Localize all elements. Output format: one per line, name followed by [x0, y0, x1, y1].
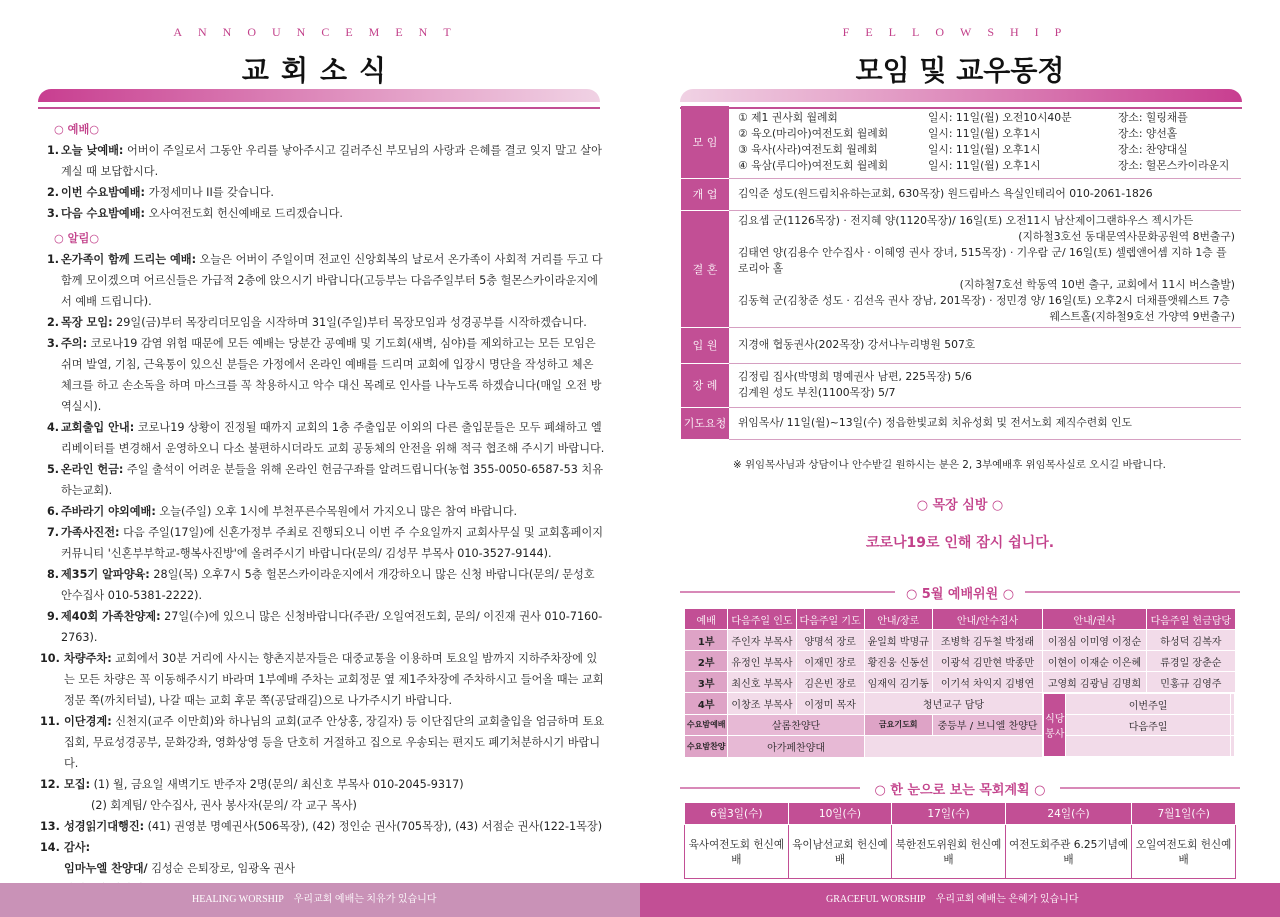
opening-text: 김익준 성도(원드림치유하는교회, 630목장) 원드림바스 욕실인테리어 010-2061-1826 — [729, 178, 1241, 210]
committee-row — [685, 693, 1236, 715]
committee-cell: 임재익 김기동 — [864, 672, 932, 693]
committee-cell: 황진웅 신동선 — [864, 651, 932, 672]
notice-text — [61, 312, 605, 333]
footer-right-en: GRACEFUL WORSHIP — [826, 894, 926, 905]
committee-body — [685, 630, 1236, 758]
wed-evening-choir: 아가페찬양대 — [728, 736, 864, 758]
committee-header: 안내/권사 — [1043, 609, 1146, 630]
committee-row — [685, 672, 1236, 693]
notice-text — [64, 837, 605, 858]
wedding-line: (지하철7호선 학동역 10번 출구, 교회에서 11시 버스출발) — [959, 277, 1235, 291]
funeral-item: 김정림 집사(박명희 명예권사 남편, 225목장) 5/6 — [738, 370, 972, 383]
notice-label: 교회출입 안내: — [61, 421, 135, 434]
fellowship-eyebrow: FELLOWSHIP — [842, 25, 1078, 39]
plan-item: 육사여전도회 헌신예배 — [685, 825, 789, 879]
meeting-name: ③ 육사(사라)여전도회 월례회 — [738, 142, 878, 156]
notice-label: 제35기 알파양육: — [61, 568, 150, 581]
wedding-list — [729, 210, 1241, 327]
meeting-item — [738, 158, 1235, 174]
notice-text — [61, 417, 605, 459]
committee-header: 다음주일 기도 — [796, 609, 864, 630]
meeting-place: 장소: 양선홀 — [1118, 126, 1178, 140]
committee-heading: ○ 5월 예배위원 ○ — [895, 583, 1025, 602]
notice-body: 오늘(주일) 오후 1시에 부천푸른수목원에서 가지오니 많은 참여 바랍니다. — [155, 505, 518, 518]
worship-number: 1. — [47, 144, 60, 157]
notice-number: 1. — [47, 253, 60, 266]
notice-body: 교회에서 30분 거리에 사시는 향촌지분자들은 대중교통을 이용하며 토요일 밤까지 지하주차장에 있는 모든 차량은 꼭 이동해주시기 바라며 1부예배 주차는 교회정문 옆 제1주차장에 주차하시고 들어올 때는 교회 정문 쪽(까치터널), 나갈 때는 교회 후문 쪽(공달래길)으로 나가주시기 바랍니다. — [64, 652, 604, 707]
notice-item — [40, 501, 605, 522]
worship-item — [40, 140, 605, 182]
committee-cell: 김은빈 장로 — [796, 672, 864, 693]
section-notice-heading: ○ 알림○ — [54, 232, 100, 245]
notice-body: 코로나19 상황이 진정될 때까지 교회의 1층 주출입문 이외의 다른 출입문들은 모두 폐쇄하고 엘리베이터를 변경해서 운영하오니 다소 불편하시더라도 교회 공동체의 안전을 위해 적극 협조해 주시기 바랍니다. — [61, 421, 605, 455]
notice-item — [40, 333, 605, 417]
notice-item — [40, 564, 605, 606]
plan-date: 24일(수) — [1005, 803, 1132, 825]
notice-label: 차량주차: — [64, 652, 112, 665]
notice-item — [40, 648, 605, 711]
notice-text — [61, 459, 605, 501]
meeting-name: ④ 육삼(루디아)여전도회 월례회 — [738, 158, 889, 172]
plan-item: 오일여전도회 헌신예배 — [1132, 825, 1236, 879]
notice-number: 9. — [47, 610, 60, 623]
notice-item — [40, 837, 605, 858]
notice-body: (1) 월, 금요일 새벽기도 반주자 2명(문의/ 최신호 부목사 010-2045-9317) — [90, 778, 464, 791]
meeting-place: 장소: 헐몬스카이라운지 — [1118, 158, 1230, 172]
notice-text — [61, 522, 605, 564]
worship-number: 3. — [47, 207, 60, 220]
plan-date: 10일(수) — [788, 803, 892, 825]
notice-number: 3. — [47, 337, 60, 350]
plan-heading: ○ 한 눈으로 보는 목회계획 ○ — [860, 779, 1060, 798]
notice-text — [61, 249, 605, 312]
notice-label: 이단경계: — [64, 715, 112, 728]
meal-next-week: 다음주일 — [1066, 715, 1231, 736]
notice-body: 오늘은 어버이 주일이며 전교인 신앙회복의 날로서 온가족이 사회적 거리를 두고 다함께 모이겠으며 어르신들은 가급적 2층에 앉으시기 바랍니다(고등부는 다음주일부터 5층 헐몬스카이라운지에서 예배 드립니다). — [61, 253, 603, 308]
meetings-list — [729, 106, 1241, 178]
committee-cell: 최신호 부목사 — [728, 672, 796, 693]
funeral-list — [729, 363, 1241, 407]
committee-cell: 이광석 김만현 박종만 — [932, 651, 1043, 672]
meeting-item — [738, 142, 1235, 158]
notice-item — [40, 606, 605, 648]
committee-service: 1부 — [685, 630, 728, 651]
wedding-line: 김동혁 군(김창준 성도 · 김선옥 권사 장남, 201목장) · 정민경 양/ 16일(토) 오후2시 더채플앳웨스트 7층 — [738, 293, 1230, 307]
notice-number: 4. — [47, 421, 60, 434]
notice-body: 주일 출석이 어려운 분들을 위해 온라인 헌금구좌를 알려드립니다(농협 355-0050-6587-53 치유하는교회). — [61, 463, 603, 497]
committee-header: 안내/장로 — [864, 609, 932, 630]
meetings-row — [681, 106, 1241, 178]
notice-number: 12. — [40, 778, 60, 791]
funeral-row — [681, 363, 1241, 407]
plan-date: 17일(수) — [892, 803, 1006, 825]
notice-number: 14. — [40, 841, 60, 854]
committee-cell: 윤일희 박명규 — [864, 630, 932, 651]
worship-text — [61, 140, 605, 182]
worship-body: 오사여전도회 헌신예배로 드리겠습니다. — [145, 207, 343, 220]
fellowship-page — [640, 0, 1280, 917]
committee-service: 4부 — [685, 693, 728, 715]
footer-right-ko: 우리교회 예배는 은혜가 있습니다 — [935, 894, 1079, 905]
prayer-label: 기도요청 — [681, 407, 729, 439]
notice-item — [40, 711, 605, 774]
committee-cell: 이기석 차익지 김병연 — [932, 672, 1043, 693]
notice-item — [40, 417, 605, 459]
notice-number — [40, 858, 61, 879]
plan-item: 육이남선교회 헌신예배 — [788, 825, 892, 879]
fellowship-table — [681, 106, 1241, 440]
committee-header-row — [685, 609, 1236, 630]
worship-text — [61, 182, 605, 203]
notice-item — [40, 249, 605, 312]
meal-this-week: 이번주일 — [1066, 694, 1231, 715]
worship-committee-table — [684, 608, 1236, 758]
counsel-note: ※ 위임목사님과 상담이나 안수받길 원하시는 분은 2, 3부예배후 위임목사실로 오시길 바랍니다. — [733, 459, 1166, 471]
plan-date-row — [685, 803, 1236, 825]
notice-label: 성경읽기대행진: — [64, 820, 145, 833]
notice-text — [64, 774, 605, 795]
notice-label: 주바라기 야외예배: — [61, 505, 156, 518]
notice-number: 8. — [47, 568, 60, 581]
committee-cell: 이재민 장로 — [796, 651, 864, 672]
announcement-list — [40, 119, 605, 900]
committee-header: 다음주일 인도 — [728, 609, 796, 630]
meal-cell — [1230, 694, 1234, 715]
notice-number: 10. — [40, 652, 60, 665]
plan-item-row — [685, 825, 1236, 879]
notice-text — [64, 711, 605, 774]
worship-label: 이번 수요밤예배: — [61, 186, 146, 199]
notice-body: 29일(금)부터 목장리더모임을 시작하며 31일(주일)부터 목장모임과 성경공부를 시작하겠습니다. — [112, 316, 587, 329]
meeting-time: 일시: 11일(월) 오후1시 — [928, 126, 1041, 140]
wedding-row — [681, 210, 1241, 327]
worship-item — [40, 182, 605, 203]
committee-cell: 주인자 부목사 — [728, 630, 796, 651]
meal-label: 식당봉사 — [1044, 694, 1066, 757]
section-worship-heading: ○ 예배○ — [54, 123, 100, 136]
committee-cell: 하성덕 김복자 — [1146, 630, 1235, 651]
notice-item — [40, 795, 605, 816]
wedding-line: 김요셉 군(1126목장) · 전지혜 양(1120목장)/ 16일(토) 오전11시 남산제이그랜하우스 젝시가든 — [738, 213, 1194, 227]
plan-item: 여전도회주관 6.25기념예배 — [1005, 825, 1132, 879]
notice-text — [61, 606, 605, 648]
notice-text — [61, 795, 605, 816]
notice-item — [40, 459, 605, 501]
committee-header: 다음주일 헌금담당 — [1146, 609, 1235, 630]
meeting-place: 장소: 힐링채플 — [1118, 110, 1188, 124]
committee-cell: 류경일 장춘순 — [1146, 651, 1235, 672]
notice-text — [61, 564, 605, 606]
committee-cell: 이창조 부목사 — [728, 693, 796, 715]
title-banner — [38, 89, 600, 117]
hospital-label: 입 원 — [681, 327, 729, 363]
hospital-row — [681, 327, 1241, 363]
committee-cell: 이현이 이재순 이은혜 — [1043, 651, 1146, 672]
notice-label: 감사: — [64, 841, 91, 854]
meeting-item — [738, 126, 1235, 142]
notice-item — [40, 522, 605, 564]
plan-date: 6월3일(수) — [685, 803, 789, 825]
notice-number: 11. — [40, 715, 60, 728]
notice-body: 코로나19 감염 위험 때문에 모든 예배는 당분간 공예배 및 기도회(새벽, 심야)를 제외하고는 모든 모임은 쉬며 발열, 기침, 근육통이 있으신 분들은 가정에서 온라인 예배를 드리며 교회에 입장시 명단을 작성하고 체온 체크를 하고 손소독을 하며 마스크를 꼭 착용하시고 악수 대신 목례로 인사를 나누도록 하겠습니다(매일 오전 방역실시). — [61, 337, 602, 413]
committee-cell: 이점심 이미영 이정순 — [1043, 630, 1146, 651]
worship-body: 가정세미나 II를 갖습니다. — [145, 186, 274, 199]
announcement-eyebrow: ANNOUNCEMENT — [173, 25, 467, 39]
notice-body: (2) 회계팀/ 안수집사, 권사 봉사자(문의/ 각 교구 목사) — [91, 799, 357, 812]
notice-number — [40, 795, 61, 816]
committee-cell: 유정인 부목사 — [728, 651, 796, 672]
notice-body: 27일(수)에 있으니 많은 신청바랍니다(주관/ 오일여전도회, 문의/ 이진재 권사 010-7160-2763). — [61, 610, 603, 644]
meal-cell — [1066, 736, 1231, 757]
meetings-label: 모 임 — [681, 106, 729, 178]
meeting-name: ② 육오(마리아)여전도회 월례회 — [738, 126, 889, 140]
committee-cell: 양명석 장로 — [796, 630, 864, 651]
worship-label: 오늘 낮예배: — [61, 144, 124, 157]
committee-cell: 조병학 김두철 박정래 — [932, 630, 1043, 651]
worship-body: 어버이 주일로서 그동안 우리를 낳아주시고 길러주신 부모님의 사랑과 은혜를 결코 잊지 말고 살아계실 때 보답합시다. — [61, 144, 602, 178]
notice-body: 김성순 은퇴장로, 임광옥 권사 — [147, 862, 296, 875]
meeting-place: 장소: 찬양대실 — [1118, 142, 1188, 156]
notice-number: 2. — [47, 316, 60, 329]
worship-item — [40, 203, 605, 224]
notice-label: 온라인 헌금: — [61, 463, 124, 476]
notice-text — [61, 858, 605, 879]
meeting-name: ① 제1 권사회 월례회 — [738, 110, 838, 124]
fri-choir: 중등부 / 브니엘 찬양단 — [932, 714, 1043, 736]
notice-item — [40, 858, 605, 879]
worship-number: 2. — [47, 186, 60, 199]
footer-right — [640, 883, 1280, 917]
funeral-item: 김계원 성도 부친(1100목장) 5/7 — [738, 386, 896, 399]
notice-number: 13. — [40, 820, 60, 833]
notice-text — [61, 333, 605, 417]
committee-cell: 청년교구 담당 — [864, 693, 1043, 715]
worship-text — [61, 203, 605, 224]
committee-cell: 고영희 김광님 김명희 — [1043, 672, 1146, 693]
hospital-text: 지경애 협동권사(202목장) 강서나누리병원 507호 — [729, 327, 1241, 363]
prayer-row — [681, 407, 1241, 439]
opening-label: 개 업 — [681, 178, 729, 210]
page-title-right: 모임 및 교우동정 — [855, 54, 1065, 87]
notice-item — [40, 774, 605, 795]
notice-label: 목장 모임: — [61, 316, 113, 329]
notice-number: 7. — [47, 526, 60, 539]
notice-item — [40, 312, 605, 333]
meeting-time: 일시: 11일(월) 오후1시 — [928, 142, 1041, 156]
committee-service: 3부 — [685, 672, 728, 693]
fri-service-label: 금요기도회 — [864, 714, 932, 736]
committee-row — [685, 630, 1236, 651]
meeting-time: 일시: 11일(월) 오전10시40분 — [928, 110, 1072, 124]
meal-cell — [1230, 715, 1234, 736]
opening-row — [681, 178, 1241, 210]
notice-number: 5. — [47, 463, 60, 476]
notice-item — [40, 816, 605, 837]
wedding-line: (지하철3호선 동대문역사문화공원역 8번출구) — [1018, 229, 1235, 243]
notice-label: 온가족이 함께 드리는 예배: — [61, 253, 197, 266]
notice-number: 6. — [47, 505, 60, 518]
worship-label: 다음 수요밤예배: — [61, 207, 146, 220]
prayer-text: 위임목사/ 11일(월)~13일(수) 정읍한빛교회 치유성회 및 전서노회 제직수련회 인도 — [729, 407, 1241, 439]
notice-label: 임마누엘 찬양대/ — [64, 862, 148, 875]
footer-left — [0, 883, 640, 917]
notice-label: 주의: — [61, 337, 88, 350]
footer-left-en: HEALING WORSHIP — [192, 894, 284, 905]
meal-table — [1043, 693, 1235, 757]
notice-body: 다음 주일(17일)에 신혼가정부 주최로 진행되오니 이번 주 수요일까지 교회사무실 및 교회홈페이지 커뮤니티 '신혼부부학교-행복사진방'에 올려주시기 바랍니다(문의/ 김성무 부목사 010-3527-9144). — [61, 526, 604, 560]
notice-body: 신천지(교주 이만희)와 하나님의 교회(교주 안상홍, 장길자) 등 이단집단의 교회출입을 엄금하며 토요집회, 무료성경공부, 문화강좌, 영화상영 등을 단호히 거절하고 집으로 우송되는 편지도 폐기처분하시기 바랍니다. — [64, 715, 605, 770]
meeting-item — [738, 110, 1235, 126]
meeting-time: 일시: 11일(월) 오후1시 — [928, 158, 1041, 172]
visit-status: 코로나19로 인해 잠시 쉽니다. — [865, 535, 1055, 551]
notice-label: 제40회 가족찬양제: — [61, 610, 161, 623]
notice-label: 가족사진전: — [61, 526, 120, 539]
meal-cell — [1230, 736, 1234, 757]
wed-service-label: 수요밤예배 — [685, 714, 728, 736]
wed-evening-label: 수요밤찬양 — [685, 736, 728, 758]
ministry-plan-table — [684, 802, 1236, 879]
notice-label: 모집: — [64, 778, 91, 791]
committee-row — [685, 651, 1236, 672]
committee-cell — [864, 736, 1043, 758]
page-title: 교회소식 — [241, 54, 399, 87]
plan-item: 북한전도위원회 헌신예배 — [892, 825, 1006, 879]
notice-text — [61, 501, 605, 522]
plan-date: 7월1일(수) — [1132, 803, 1236, 825]
committee-cell: 민홍규 김영주 — [1146, 672, 1235, 693]
funeral-label: 장 례 — [681, 363, 729, 407]
notice-items — [40, 249, 605, 900]
notice-body: (41) 권영분 명예권사(506목장), (42) 정인순 권사(705목장), (43) 서점순 권사(122-1목장) — [144, 820, 603, 833]
notice-text — [64, 648, 605, 711]
notice-text — [64, 816, 605, 837]
footer-left-ko: 우리교회 예배는 치유가 있습니다 — [293, 894, 437, 905]
wedding-line: 웨스트홀(지하철9호선 가양역 9번출구) — [1049, 309, 1235, 323]
wed-choir: 살롬찬양단 — [728, 714, 864, 736]
meal-block — [1043, 693, 1236, 758]
worship-items — [40, 140, 605, 224]
committee-header: 안내/안수집사 — [932, 609, 1043, 630]
notice-body: 28일(목) 오후7시 5층 헐몬스카이라운지에서 개강하오니 많은 신청 바랍니다(문의/ 문성호 안수집사 010-5381-2222). — [61, 568, 595, 602]
committee-cell: 이정미 목자 — [796, 693, 864, 715]
committee-header: 예배 — [685, 609, 728, 630]
wedding-line: 김태연 양(김용수 안수집사 · 이혜영 권사 장녀, 515목장) · 기우람 군/ 16일(토) 셀렙앤어셈 지하 1층 플로리아 홀 — [738, 245, 1227, 275]
visit-heading: ○ 목장 심방 ○ — [916, 498, 1004, 513]
committee-service: 2부 — [685, 651, 728, 672]
wedding-label: 결 혼 — [681, 210, 729, 327]
